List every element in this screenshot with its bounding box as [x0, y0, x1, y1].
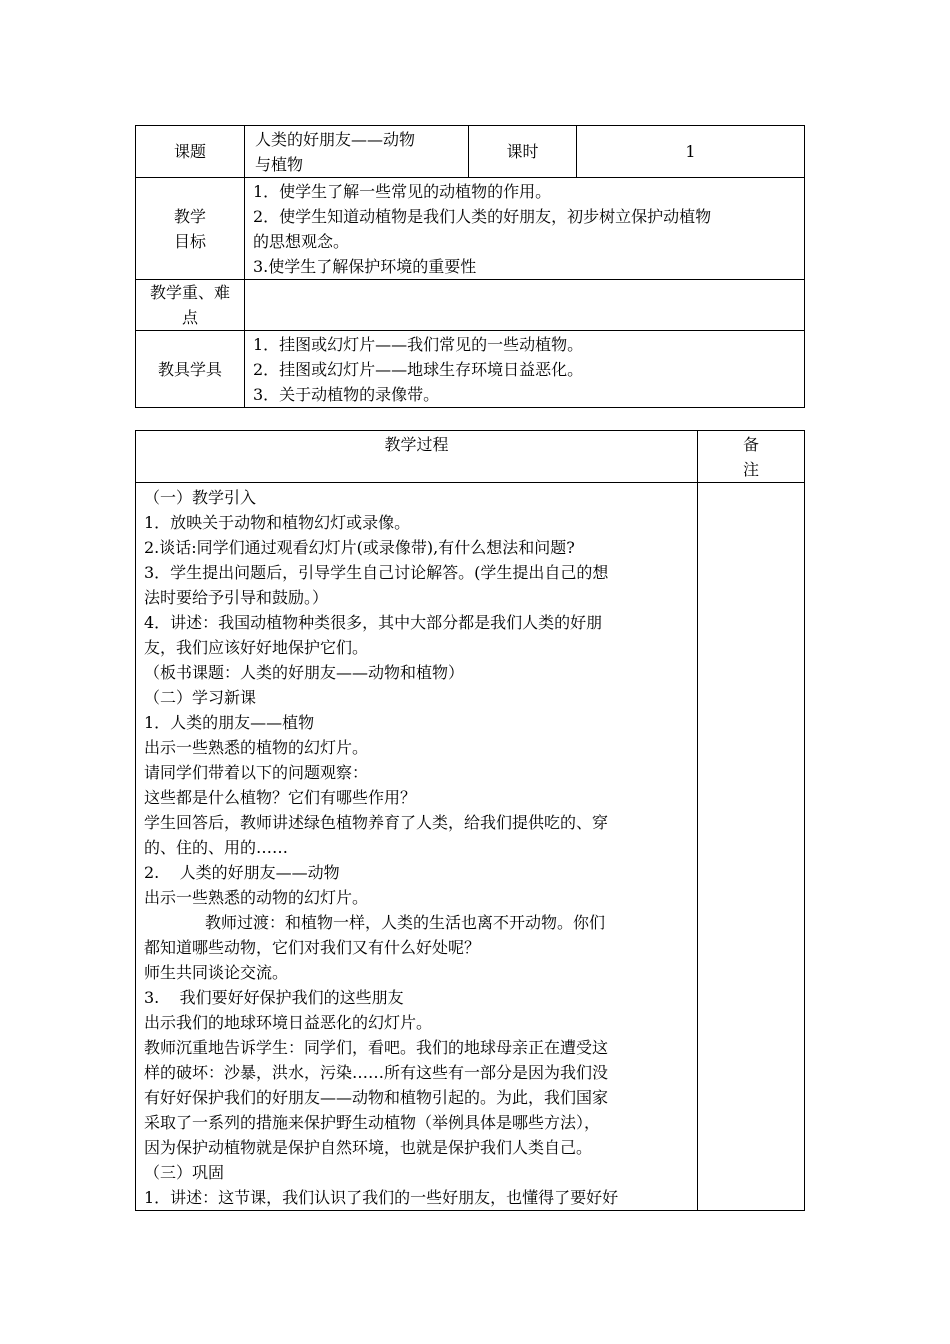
notes-header-line: 注: [742, 460, 759, 479]
teaching-process-table: [135, 430, 805, 1211]
notes-header: [698, 431, 805, 483]
tool-line: 1．挂图或幻灯片——我们常见的一些动植物。: [253, 335, 584, 354]
tools-label: 教具学具: [136, 331, 245, 408]
notes-content: [698, 483, 805, 1211]
goals-label: [136, 178, 245, 280]
process-header: 教学过程: [136, 431, 698, 483]
topic-line: 人类的好朋友——动物: [255, 130, 416, 149]
notes-header-line: 备: [742, 435, 759, 454]
tool-line: 2．挂图或幻灯片——地球生存环境日益恶化。: [253, 360, 584, 379]
goal-line: 1．使学生了解一些常见的动植物的作用。: [253, 182, 552, 201]
process-line: 因为保护动植物就是保护自然环境，也就是保护我们人类自己。: [144, 1138, 593, 1157]
process-content: [136, 483, 698, 1211]
process-line: 1．讲述：这节课，我们认识了我们的一些好朋友，也懂得了要好好: [144, 1188, 619, 1207]
goal-line: 2．使学生知道动植物是我们人类的好朋友，初步树立保护动植物: [253, 207, 712, 226]
process-line: 出示一些熟悉的植物的幻灯片。: [144, 738, 369, 757]
lesson-info-table: [135, 125, 805, 408]
process-line: 教师沉重地告诉学生：同学们，看吧。我们的地球母亲正在遭受这: [144, 1038, 609, 1057]
key-points-content: [245, 280, 805, 331]
process-line: 1．人类的朋友——植物: [144, 713, 315, 732]
process-line: 1．放映关于动物和植物幻灯或录像。: [144, 513, 411, 532]
goal-line: 的思想观念。: [253, 232, 350, 251]
process-line: （二）学习新课: [144, 688, 257, 707]
key-points-label-line: 点: [181, 308, 198, 327]
goals-label-line: 教学: [173, 206, 206, 226]
key-points-label-line: 教学重、难: [149, 283, 230, 302]
period-value: 1: [577, 126, 805, 178]
process-line: 4．讲述：我国动植物种类很多，其中大部分都是我们人类的好朋: [144, 613, 603, 632]
process-line: 的、住的、用的……: [144, 838, 289, 857]
goals-content: [245, 178, 805, 280]
process-line: 3. 我们要好好保护我们的这些朋友: [144, 988, 404, 1007]
goal-line: 3.使学生了解保护环境的重要性: [253, 257, 477, 276]
process-line: 2.谈话:同学们通过观看幻灯片(或录像带),有什么想法和问题?: [144, 538, 575, 557]
topic-line: 与植物: [255, 155, 304, 174]
tools-content: [245, 331, 805, 408]
topic-label: 课题: [136, 126, 245, 178]
process-line: 采取了一系列的措施来保护野生动植物（举例具体是哪些方法），: [144, 1113, 601, 1132]
process-line: 友，我们应该好好地保护它们。: [144, 638, 369, 657]
process-line: 这些都是什么植物？它们有哪些作用？: [144, 788, 417, 807]
process-line: 出示一些熟悉的动物的幻灯片。: [144, 888, 369, 907]
process-line: 2. 人类的好朋友——动物: [144, 863, 340, 882]
topic-value: [245, 126, 469, 178]
process-line: 3．学生提出问题后，引导学生自己讨论解答。(学生提出自己的想: [144, 563, 609, 582]
key-points-label: [136, 280, 245, 331]
process-line: 教师过渡：和植物一样，人类的生活也离不开动物。你们: [144, 913, 606, 932]
tool-line: 3．关于动植物的录像带。: [253, 385, 440, 404]
process-line: （一）教学引入: [144, 488, 257, 507]
process-line: 出示我们的地球环境日益恶化的幻灯片。: [144, 1013, 433, 1032]
process-line: （三）巩固: [144, 1163, 225, 1182]
process-line: 师生共同谈论交流。: [144, 963, 289, 982]
process-line: 学生回答后，教师讲述绿色植物养育了人类，给我们提供吃的、穿: [144, 813, 609, 832]
process-line: 样的破坏：沙暴，洪水，污染……所有这些有一部分是因为我们没: [144, 1063, 609, 1082]
process-line: （板书课题：人类的好朋友——动物和植物）: [144, 663, 465, 682]
process-line: 有好好保护我们的好朋友——动物和植物引起的。为此，我们国家: [144, 1088, 609, 1107]
goals-label-line: 目标: [173, 231, 206, 251]
process-line: 都知道哪些动物，它们对我们又有什么好处呢？: [144, 938, 481, 957]
process-line: 请同学们带着以下的问题观察：: [144, 763, 369, 782]
process-line: 法时要给予引导和鼓励。）: [144, 588, 329, 607]
period-label: 课时: [469, 126, 577, 178]
